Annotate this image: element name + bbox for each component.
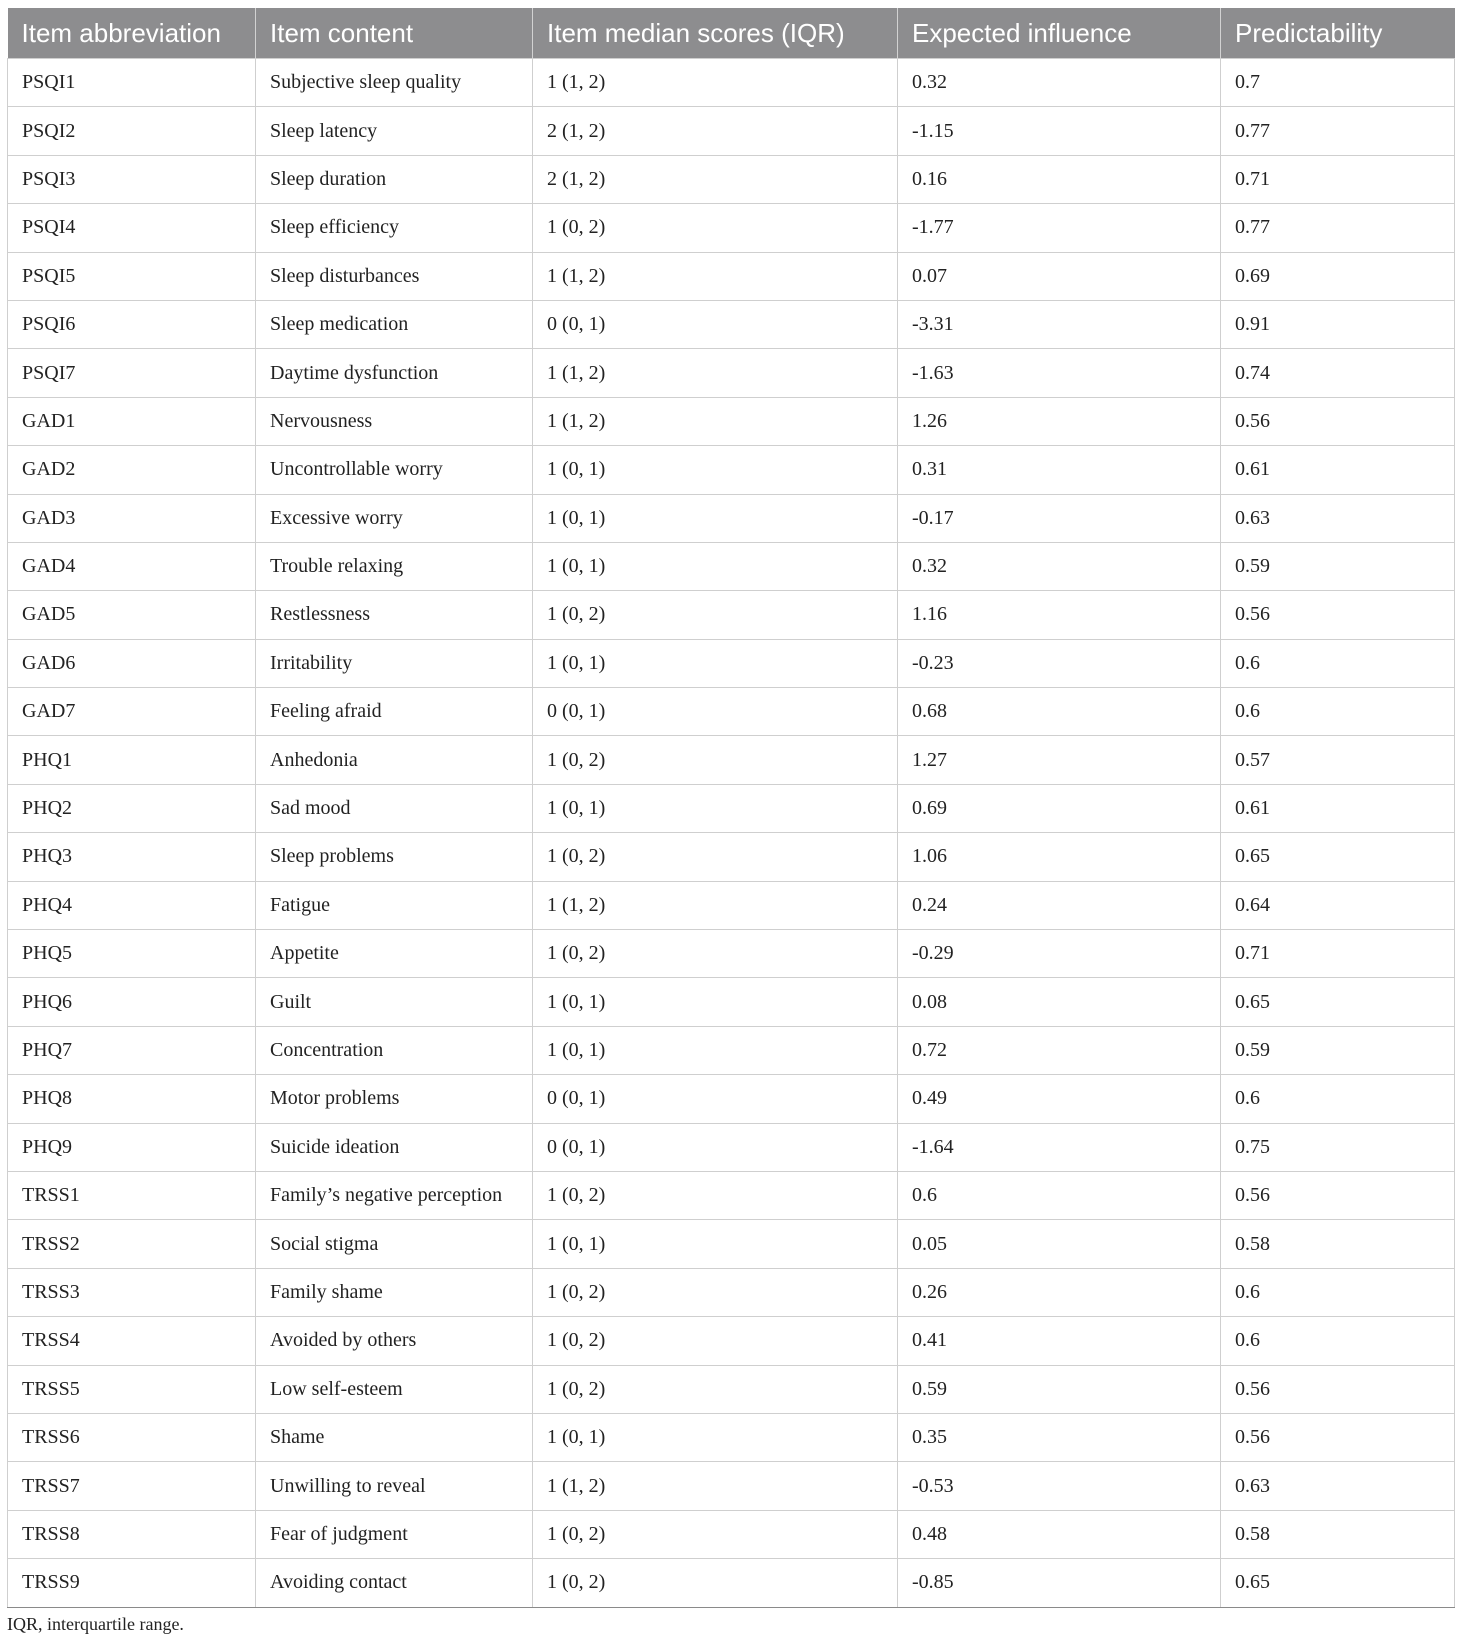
cell-expected-influence: -1.63 [898,349,1221,397]
table-row [8,1123,1455,1171]
cell-predictability: 0.69 [1221,252,1455,300]
cell-predictability: 0.56 [1221,1413,1455,1461]
cell-item-abbreviation: GAD7 [8,688,256,736]
cell-predictability: 0.61 [1221,446,1455,494]
cell-expected-influence: -1.77 [898,204,1221,252]
cell-median-score: 1 (0, 1) [533,494,898,542]
cell-item-abbreviation: PHQ9 [8,1123,256,1171]
cell-expected-influence: 0.32 [898,542,1221,590]
cell-item-abbreviation: TRSS9 [8,1559,256,1607]
cell-median-score: 0 (0, 1) [533,688,898,736]
cell-item-content: Restlessness [256,591,533,639]
table-row [8,639,1455,687]
cell-item-content: Subjective sleep quality [256,59,533,107]
table-row [8,1559,1455,1607]
cell-predictability: 0.6 [1221,1268,1455,1316]
cell-expected-influence: 0.41 [898,1317,1221,1365]
cell-predictability: 0.64 [1221,881,1455,929]
cell-median-score: 1 (0, 2) [533,1317,898,1365]
cell-predictability: 0.61 [1221,784,1455,832]
cell-item-content: Motor problems [256,1075,533,1123]
cell-predictability: 0.58 [1221,1220,1455,1268]
table-row [8,881,1455,929]
cell-expected-influence: 0.6 [898,1171,1221,1219]
cell-expected-influence: 0.07 [898,252,1221,300]
cell-predictability: 0.6 [1221,688,1455,736]
table-row [8,591,1455,639]
cell-item-content: Family shame [256,1268,533,1316]
cell-expected-influence: 0.05 [898,1220,1221,1268]
cell-expected-influence: 1.26 [898,397,1221,445]
cell-predictability: 0.56 [1221,1171,1455,1219]
cell-item-abbreviation: PHQ2 [8,784,256,832]
cell-item-content: Excessive worry [256,494,533,542]
cell-median-score: 1 (0, 2) [533,1268,898,1316]
cell-item-content: Avoiding contact [256,1559,533,1607]
cell-median-score: 0 (0, 1) [533,1123,898,1171]
table-row [8,930,1455,978]
cell-expected-influence: -0.29 [898,930,1221,978]
cell-median-score: 1 (0, 2) [533,930,898,978]
cell-item-content: Appetite [256,930,533,978]
cell-expected-influence: 0.24 [898,881,1221,929]
cell-item-abbreviation: PHQ3 [8,833,256,881]
cell-median-score: 1 (0, 2) [533,1559,898,1607]
cell-item-content: Sleep problems [256,833,533,881]
cell-expected-influence: 1.16 [898,591,1221,639]
table-row [8,978,1455,1026]
cell-median-score: 1 (0, 1) [533,639,898,687]
column-header-predictability: Predictability [1221,8,1455,59]
table-row [8,784,1455,832]
cell-median-score: 1 (1, 2) [533,1462,898,1510]
cell-median-score: 1 (1, 2) [533,59,898,107]
cell-expected-influence: 0.59 [898,1365,1221,1413]
cell-median-score: 1 (1, 2) [533,881,898,929]
table-row [8,736,1455,784]
cell-expected-influence: -0.85 [898,1559,1221,1607]
cell-median-score: 2 (1, 2) [533,155,898,203]
cell-median-score: 1 (0, 2) [533,591,898,639]
table-row [8,1075,1455,1123]
cell-item-abbreviation: TRSS4 [8,1317,256,1365]
table-row [8,300,1455,348]
cell-item-abbreviation: PHQ1 [8,736,256,784]
cell-expected-influence: -0.17 [898,494,1221,542]
cell-item-content: Trouble relaxing [256,542,533,590]
cell-item-content: Daytime dysfunction [256,349,533,397]
table-row [8,349,1455,397]
cell-item-content: Social stigma [256,1220,533,1268]
cell-item-abbreviation: GAD5 [8,591,256,639]
cell-item-abbreviation: TRSS6 [8,1413,256,1461]
cell-predictability: 0.77 [1221,204,1455,252]
cell-item-content: Fatigue [256,881,533,929]
cell-item-content: Sleep efficiency [256,204,533,252]
cell-predictability: 0.59 [1221,1026,1455,1074]
cell-median-score: 1 (1, 2) [533,397,898,445]
cell-expected-influence: 1.27 [898,736,1221,784]
cell-item-content: Family’s negative perception [256,1171,533,1219]
table-container [7,8,1454,1608]
cell-item-content: Sleep duration [256,155,533,203]
cell-item-abbreviation: PHQ5 [8,930,256,978]
cell-predictability: 0.6 [1221,1317,1455,1365]
cell-item-abbreviation: GAD4 [8,542,256,590]
table-row [8,542,1455,590]
cell-item-content: Irritability [256,639,533,687]
cell-item-abbreviation: TRSS7 [8,1462,256,1510]
cell-expected-influence: 0.69 [898,784,1221,832]
table-row [8,1462,1455,1510]
cell-item-abbreviation: PSQI5 [8,252,256,300]
column-header-item-content: Item content [256,8,533,59]
cell-expected-influence: -1.15 [898,107,1221,155]
table-row [8,59,1455,107]
column-header-expected-influence: Expected influence [898,8,1221,59]
table-row [8,397,1455,445]
table-row [8,1510,1455,1558]
cell-item-content: Sad mood [256,784,533,832]
cell-median-score: 1 (0, 1) [533,784,898,832]
column-header-median-scores: Item median scores (IQR) [533,8,898,59]
cell-median-score: 1 (0, 1) [533,978,898,1026]
table-row [8,155,1455,203]
cell-item-content: Sleep disturbances [256,252,533,300]
cell-item-abbreviation: TRSS2 [8,1220,256,1268]
cell-item-abbreviation: TRSS1 [8,1171,256,1219]
cell-median-score: 0 (0, 1) [533,1075,898,1123]
table-row [8,204,1455,252]
cell-item-abbreviation: PSQI3 [8,155,256,203]
cell-item-content: Unwilling to reveal [256,1462,533,1510]
cell-predictability: 0.65 [1221,978,1455,1026]
cell-item-content: Shame [256,1413,533,1461]
cell-predictability: 0.65 [1221,833,1455,881]
cell-expected-influence: 0.32 [898,59,1221,107]
table-row [8,1365,1455,1413]
cell-median-score: 1 (0, 2) [533,1510,898,1558]
cell-item-abbreviation: PSQI1 [8,59,256,107]
cell-item-abbreviation: PHQ4 [8,881,256,929]
cell-predictability: 0.6 [1221,639,1455,687]
cell-median-score: 1 (0, 1) [533,1413,898,1461]
cell-expected-influence: -3.31 [898,300,1221,348]
cell-item-abbreviation: TRSS5 [8,1365,256,1413]
cell-median-score: 1 (0, 1) [533,542,898,590]
cell-predictability: 0.71 [1221,930,1455,978]
cell-expected-influence: 0.31 [898,446,1221,494]
table-row [8,1220,1455,1268]
cell-median-score: 1 (1, 2) [533,349,898,397]
cell-expected-influence: 0.68 [898,688,1221,736]
cell-predictability: 0.63 [1221,494,1455,542]
cell-item-content: Low self-esteem [256,1365,533,1413]
cell-item-abbreviation: GAD6 [8,639,256,687]
cell-expected-influence: -1.64 [898,1123,1221,1171]
table-row [8,252,1455,300]
cell-median-score: 0 (0, 1) [533,300,898,348]
cell-predictability: 0.7 [1221,59,1455,107]
column-header-item-abbreviation: Item abbreviation [8,8,256,59]
cell-item-content: Uncontrollable worry [256,446,533,494]
table-row [8,446,1455,494]
cell-item-content: Sleep latency [256,107,533,155]
cell-median-score: 1 (1, 2) [533,252,898,300]
cell-item-abbreviation: PHQ6 [8,978,256,1026]
cell-expected-influence: 0.16 [898,155,1221,203]
cell-predictability: 0.56 [1221,1365,1455,1413]
cell-predictability: 0.75 [1221,1123,1455,1171]
cell-predictability: 0.65 [1221,1559,1455,1607]
table-row [8,833,1455,881]
cell-item-abbreviation: PHQ7 [8,1026,256,1074]
cell-item-abbreviation: PSQI7 [8,349,256,397]
cell-expected-influence: 0.49 [898,1075,1221,1123]
cell-predictability: 0.56 [1221,397,1455,445]
cell-median-score: 1 (0, 2) [533,1365,898,1413]
cell-item-abbreviation: PHQ8 [8,1075,256,1123]
cell-item-content: Anhedonia [256,736,533,784]
table-footnote: IQR, interquartile range. [7,1614,184,1634]
cell-expected-influence: 0.26 [898,1268,1221,1316]
cell-predictability: 0.6 [1221,1075,1455,1123]
table-row [8,107,1455,155]
cell-predictability: 0.71 [1221,155,1455,203]
cell-expected-influence: 0.72 [898,1026,1221,1074]
cell-predictability: 0.59 [1221,542,1455,590]
cell-item-abbreviation: GAD2 [8,446,256,494]
cell-item-content: Suicide ideation [256,1123,533,1171]
cell-item-content: Avoided by others [256,1317,533,1365]
cell-item-content: Concentration [256,1026,533,1074]
cell-median-score: 1 (0, 2) [533,736,898,784]
data-table [7,8,1455,1608]
cell-expected-influence: -0.53 [898,1462,1221,1510]
cell-expected-influence: 0.48 [898,1510,1221,1558]
table-row [8,1317,1455,1365]
cell-median-score: 1 (0, 2) [533,204,898,252]
cell-item-abbreviation: TRSS8 [8,1510,256,1558]
cell-median-score: 2 (1, 2) [533,107,898,155]
table-row [8,1026,1455,1074]
cell-predictability: 0.57 [1221,736,1455,784]
cell-item-abbreviation: PSQI6 [8,300,256,348]
cell-item-abbreviation: TRSS3 [8,1268,256,1316]
table-row [8,688,1455,736]
cell-item-content: Nervousness [256,397,533,445]
cell-item-abbreviation: PSQI2 [8,107,256,155]
cell-expected-influence: 0.08 [898,978,1221,1026]
cell-median-score: 1 (0, 2) [533,833,898,881]
cell-expected-influence: 1.06 [898,833,1221,881]
table-row [8,1268,1455,1316]
table-row [8,1171,1455,1219]
cell-item-abbreviation: GAD1 [8,397,256,445]
cell-item-content: Fear of judgment [256,1510,533,1558]
cell-predictability: 0.74 [1221,349,1455,397]
cell-predictability: 0.63 [1221,1462,1455,1510]
cell-median-score: 1 (0, 1) [533,1220,898,1268]
cell-item-abbreviation: PSQI4 [8,204,256,252]
cell-item-content: Feeling afraid [256,688,533,736]
header-row [8,8,1455,59]
cell-median-score: 1 (0, 1) [533,446,898,494]
cell-item-content: Sleep medication [256,300,533,348]
cell-median-score: 1 (0, 1) [533,1026,898,1074]
cell-predictability: 0.56 [1221,591,1455,639]
cell-expected-influence: -0.23 [898,639,1221,687]
table-row [8,1413,1455,1461]
table-body [8,59,1455,1608]
cell-predictability: 0.91 [1221,300,1455,348]
cell-item-abbreviation: GAD3 [8,494,256,542]
table-row [8,494,1455,542]
table-header [8,8,1455,59]
cell-item-content: Guilt [256,978,533,1026]
cell-predictability: 0.58 [1221,1510,1455,1558]
cell-expected-influence: 0.35 [898,1413,1221,1461]
cell-predictability: 0.77 [1221,107,1455,155]
cell-median-score: 1 (0, 2) [533,1171,898,1219]
